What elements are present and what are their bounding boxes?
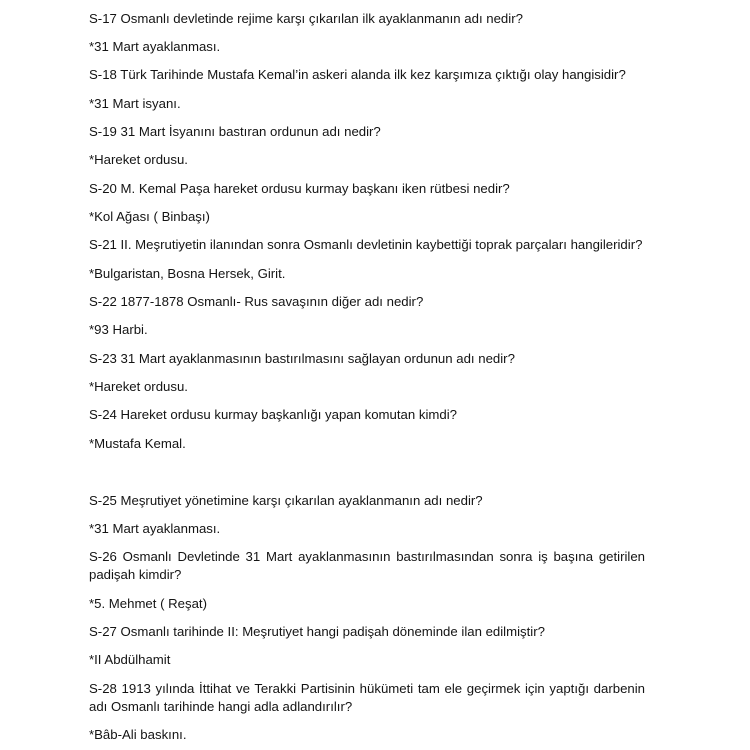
answer-s18: *31 Mart isyanı.	[89, 96, 181, 111]
answer-s20: *Kol Ağası ( Binbaşı)	[89, 209, 210, 224]
question-s22: S-22 1877-1878 Osmanlı- Rus savaşının diğer adı nedir?	[89, 294, 424, 309]
question-s19: S-19 31 Mart İsyanını bastıran ordunun adı nedir?	[89, 124, 381, 139]
question-s28: S-28 1913 yılında İttihat ve Terakki Partisinin hükümeti tam ele geçirmek için yaptığı darbenin adı Osmanlı tarihinde hangi adla adlandırılır?	[89, 681, 645, 714]
question-s24: S-24 Hareket ordusu kurmay başkanlığı yapan komutan kimdi?	[89, 407, 457, 422]
question-s17: S-17 Osmanlı devletinde rejime karşı çıkarılan ilk ayaklanmanın adı nedir?	[89, 11, 523, 26]
answer-s21: *Bulgaristan, Bosna Hersek, Girit.	[89, 266, 286, 281]
answer-s27: *II Abdülhamit	[89, 652, 171, 667]
answer-s28: *Bâb-Ali baskını.	[89, 727, 187, 742]
question-s25: S-25 Meşrutiyet yönetimine karşı çıkarılan ayaklanmanın adı nedir?	[89, 493, 483, 508]
question-s27: S-27 Osmanlı tarihinde II: Meşrutiyet hangi padişah döneminde ilan edilmiştir?	[89, 624, 545, 639]
answer-s19: *Hareket ordusu.	[89, 152, 188, 167]
question-s23: S-23 31 Mart ayaklanmasının bastırılmasını sağlayan ordunun adı nedir?	[89, 351, 515, 366]
question-s26: S-26 Osmanlı Devletinde 31 Mart ayaklanmasının bastırılmasından sonra iş başına getirilen padişah kimdir?	[89, 549, 645, 582]
question-s18: S-18 Türk Tarihinde Mustafa Kemal’in askeri alanda ilk kez karşımıza çıktığı olay hangisidir?	[89, 67, 626, 82]
answer-s23: *Hareket ordusu.	[89, 379, 188, 394]
answer-s22: *93 Harbi.	[89, 322, 148, 337]
answer-s26: *5. Mehmet ( Reşat)	[89, 596, 207, 611]
question-s20: S-20 M. Kemal Paşa hareket ordusu kurmay başkanı iken rütbesi nedir?	[89, 181, 510, 196]
answer-s17: *31 Mart ayaklanması.	[89, 39, 221, 54]
question-s21: S-21 II. Meşrutiyetin ilanından sonra Osmanlı devletinin kaybettiği toprak parçaları hangileridir?	[89, 237, 643, 252]
answer-s25: *31 Mart ayaklanması.	[89, 521, 221, 536]
answer-s24: *Mustafa Kemal.	[89, 436, 186, 451]
